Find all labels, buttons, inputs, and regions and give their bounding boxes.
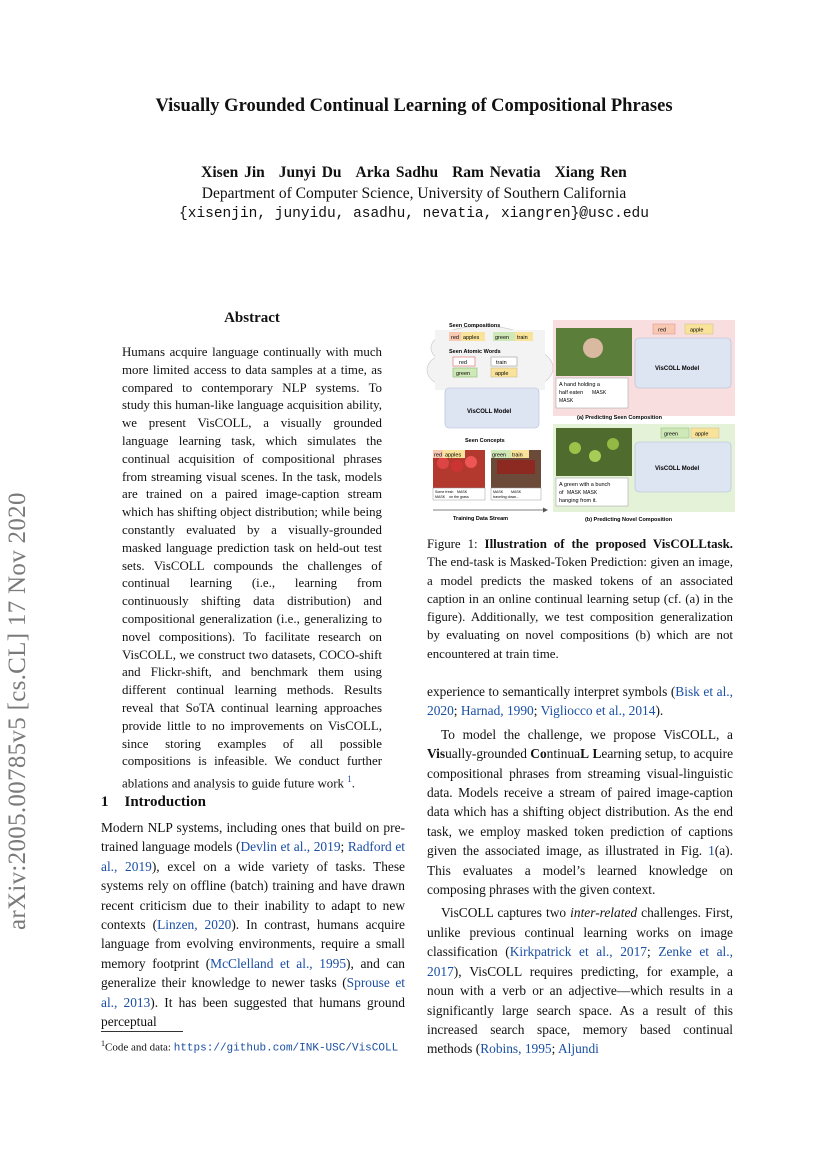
paper-title: Visually Grounded Continual Learning of Compositional Phrases bbox=[155, 96, 673, 116]
fig-caption-snippet: traveling down... bbox=[493, 495, 520, 499]
fig-label: (a) Predicting Seen Composition bbox=[577, 415, 662, 421]
footnote-ref[interactable]: 1 bbox=[347, 774, 352, 785]
fig-token: green bbox=[492, 452, 507, 459]
citation-link[interactable]: Kirkpatrick et al., 2017 bbox=[509, 944, 647, 960]
arxiv-stamp: arXiv:2005.00785v5 [cs.CL] 17 Nov 2020 bbox=[4, 492, 31, 930]
paragraph: VisCOLL captures two inter-related challenges. First, unlike previous continual learning works on image classification (Kirkpatrick et al., 2017; Zenke et al., 2017), VisCOLL requires predicting, for example, a noun with a verb or an adjective—which results in a significantly large search space. As a result of this increased search space, memory based continual methods (Robins, 1995; Aljundi bbox=[427, 905, 733, 1057]
fig-token: apple bbox=[690, 327, 704, 334]
mask-token: MASK bbox=[583, 490, 598, 496]
author-name: Arka Sadhu bbox=[355, 164, 439, 181]
caption-text: The end-task is Masked-Token Prediction: given an image, a model predicts the masked tokens of an associated caption in an online continual learning setup (cf. (a) in the figure). Additionally, we test composition generalization by evaluating on novel compositions (b) which are not encountered at train time. bbox=[427, 555, 733, 661]
fig-token: red bbox=[434, 452, 442, 459]
mask-token: MASK bbox=[511, 490, 522, 494]
fig-label: VisCOLL Model bbox=[655, 366, 700, 372]
section-title: Introduction bbox=[124, 794, 206, 810]
author-name: Xisen Jin bbox=[201, 164, 265, 181]
fig-token: train bbox=[512, 452, 523, 459]
footnote bbox=[101, 1036, 407, 1057]
author-name: Ram Nevatia bbox=[452, 164, 541, 181]
fig-caption-snippet: A hand holding a bbox=[559, 382, 600, 388]
intro-paragraph bbox=[101, 818, 405, 1031]
fig-token: train bbox=[496, 360, 507, 366]
fig-token: red bbox=[459, 360, 467, 366]
paragraph: experience to semantically interpret symbols (Bisk et al., 2020; Harnad, 1990; Vigliocco et al., 2014). bbox=[427, 684, 733, 719]
fig-token: green bbox=[664, 431, 679, 438]
intro-text: Modern NLP systems, including ones that build on pre-trained language models ( bbox=[101, 820, 405, 855]
fig-label: Seen Concepts bbox=[465, 438, 505, 444]
fig-caption-snippet: of bbox=[559, 490, 564, 496]
citation-link[interactable]: Vigliocco et al., 2014 bbox=[540, 703, 656, 719]
fig-caption-snippet: half eaten bbox=[559, 390, 584, 396]
fig-label: (b) Predicting Novel Composition bbox=[585, 517, 673, 523]
section-number: 1 bbox=[101, 794, 109, 810]
code-link[interactable]: https://github.com/INK-USC/VisCOLL bbox=[173, 1042, 399, 1055]
author-emails[interactable]: {xisenjin, junyidu, asadhu, nevatia, xiangren}@usc.edu bbox=[179, 206, 649, 222]
fig-token: red bbox=[658, 327, 666, 334]
fig-token: apple bbox=[695, 431, 709, 438]
fig-token: green bbox=[495, 335, 510, 341]
footnote-label: Code and data: bbox=[105, 1041, 174, 1054]
fig-caption-snippet: on the grass bbox=[449, 495, 469, 499]
paragraph: To model the challenge, we propose VisCOLL, a Visually-grounded ContinuaL Learning setup, to acquire compositional phrases from streaming visual-linguistic data. Models receive a stream of paired image-caption data which has a shifting object distribution. As the end task, we employ masked token prediction of captions given the associated image, as illustrated in Fig. 1(a). This evaluates a model’s learned knowledge on composing phrases with the given context. bbox=[427, 726, 734, 898]
footnote-mark: 1 bbox=[101, 1039, 105, 1048]
mask-token: MASK bbox=[493, 490, 504, 494]
citation-link[interactable]: Aljundi bbox=[557, 1041, 599, 1057]
intro-text: ; bbox=[340, 839, 348, 855]
fig-caption-snippet: hanging from it. bbox=[559, 498, 597, 504]
affiliation: Department of Computer Science, University of Southern California bbox=[201, 185, 627, 202]
abstract-text: Humans acquire language continually with much more limited access to data samples at a time, as compared to contemporary NLP systems. To study this human-like language acquisition ability, we present VisCOLL, a visually grounded language learning task, which simulates the continual acquisition of compositional phrases from streaming visual scenes. In the task, models are trained on a paired image-caption stream which has shifting object distribution; while being constantly evaluated by a visually-grounded masked language prediction task on held-out test sets. VisCOLL compounds the challenges of continual learning (i.e., learning from continuously shifting data distribution) and compositional generalization (i.e., generalizing to novel compositions). To facilitate research on VisCOLL, we construct two datasets, COCO-shift and Flickr-shift, and benchmark them using different continual learning methods. Results reveal that SoTA continual learning approaches provide little to no improvements on VisCOLL, since storing examples of all possible compositions is infeasible. We conduct further ablations and analysis to guide future work $^1$. bbox=[122, 345, 382, 791]
intro-text: ). In contrast, humans acquire language from evolving environments, require a small memory footprint ( bbox=[101, 917, 405, 971]
intro-text: ), and can generalize their knowledge to newer tasks ( bbox=[101, 955, 405, 991]
author-name: Xiang Ren bbox=[554, 164, 627, 181]
author-list bbox=[0, 164, 828, 182]
citation-link[interactable]: Zenke et al., 2017 bbox=[427, 944, 733, 979]
fig-token: apples bbox=[445, 452, 462, 459]
citation-link[interactable]: McClelland et al., 1995 bbox=[210, 955, 347, 971]
fig-label: Seen Atomic Words bbox=[449, 349, 501, 355]
fig-token: red bbox=[451, 335, 459, 341]
figure-1 bbox=[425, 318, 737, 526]
mask-token: MASK bbox=[592, 390, 607, 396]
mask-token: MASK bbox=[567, 490, 582, 496]
model-box bbox=[445, 388, 539, 428]
fig-label: Training Data Stream bbox=[453, 516, 509, 522]
mask-token: MASK bbox=[435, 495, 446, 499]
abstract-heading: Abstract bbox=[224, 310, 280, 326]
mask-token: MASK bbox=[559, 398, 574, 404]
caption-prefix: Figure 1: bbox=[427, 537, 485, 551]
fig-label: Seen Compositions bbox=[449, 323, 501, 329]
citation-link[interactable]: Bisk et al., 2020 bbox=[427, 684, 733, 719]
intro-text: ). It has been suggested that humans ground perceptual bbox=[101, 994, 405, 1030]
seen-concepts-cloud bbox=[427, 326, 553, 392]
fig-caption-snippet: Some fresh bbox=[435, 490, 454, 494]
fig-token: green bbox=[456, 371, 471, 377]
fig-token: apples bbox=[463, 335, 480, 341]
fig-caption-snippet: A green with a bunch bbox=[559, 482, 611, 488]
figure-ref-link[interactable]: 1 bbox=[708, 843, 715, 859]
section-heading bbox=[101, 794, 206, 811]
author-name: Junyi Du bbox=[278, 164, 342, 181]
caption-bold: Illustration of the proposed VisCOLLtask. bbox=[484, 537, 733, 551]
citation-link[interactable]: Sprouse et al., 2013 bbox=[101, 975, 405, 1010]
figure-caption bbox=[427, 535, 733, 663]
fig-token: apple bbox=[495, 371, 509, 377]
citation-link[interactable]: Devlin et al., 2019 bbox=[240, 839, 341, 855]
intro-text: ), excel on a wide variety of tasks. These systems rely on offline (batch) training and have drawn recent criticism due to their inability to adapt to new contexts ( bbox=[101, 858, 405, 933]
citation-link[interactable]: Radford et al., 2019 bbox=[101, 839, 406, 874]
fig-label: VisCOLL Model bbox=[655, 466, 700, 472]
abstract-body: Humans acquire language continually with much more limited access to data samples at a time, as compared to contemporary NLP systems. To study this human-like language acquisition ability, we present VisCOLL, a visually grounded language learning task, which simulates the continual acquisition of compositional phrases from streaming visual scenes. In the task, models are trained on a paired image-caption stream which has shifting object distribution; while being constantly evaluated by a visually-grounded masked language prediction task on held-out test sets. VisCOLL compounds the challenges of continual learning (i.e., learning from continuously shifting data distribution) and compositional generalization (i.e., generalizing to novel compositions). To facilitate research on VisCOLL, we construct two datasets, COCO-shift and Flickr-shift, and benchmark them using different continual learning methods. Results reveal that SoTA continual learning approaches provide little to no improvements on VisCOLL, since storing examples of all possible compositions is infeasible. We conduct further ablations and analysis to guide future work bbox=[122, 345, 382, 791]
citation-link[interactable]: Harnad, 1990 bbox=[460, 703, 534, 719]
fig-label: VisCOLL Model bbox=[467, 409, 512, 415]
footnote-rule bbox=[101, 1031, 183, 1032]
mask-token: MASK bbox=[457, 490, 468, 494]
citation-link[interactable]: Robins, 1995 bbox=[480, 1041, 552, 1057]
right-column-text bbox=[427, 682, 733, 1059]
fig-token: train bbox=[517, 335, 528, 341]
citation-link[interactable]: Linzen, 2020 bbox=[157, 917, 232, 933]
